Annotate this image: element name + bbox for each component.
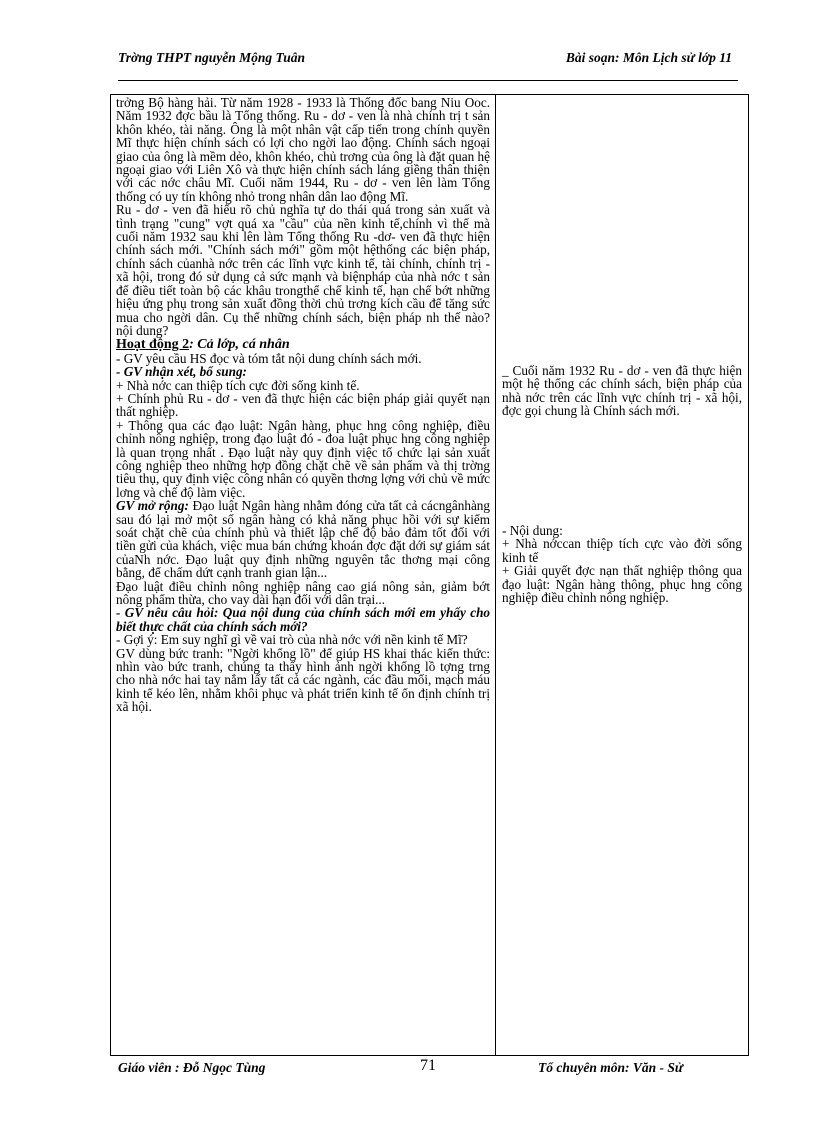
teacher-name: Giáo viên : Đỗ Ngọc Tùng [118, 1060, 266, 1075]
gv-comment-label: - GV nhận xét, bổ sung: [116, 364, 247, 380]
activity-2-heading [116, 337, 490, 351]
knowledge-summary-1 [502, 364, 742, 418]
school-name: Trờng THPT nguyễn Mộng Tuân [118, 50, 306, 65]
summary-unemployment: + Giải quyết đợc nạn thất nghiệp thông qua đạo luật: Ngân hàng thông, phục hng công nghiệp điều chỉnh nông nghiệp. [502, 563, 742, 606]
bullet-laws: + Thông qua các đạo luật: Ngân hàng, phục hng công nghiệp, điều chỉnh nông nghiệp, trong đạo luật đó - đoa luật phục hng công nghiệp là quan trọng nhất . Đạo luật này quy định việc tổ chức lại sản xuất công nghiệp theo những hợp đồng chặt chẽ về sản phẩm và thị trờng tiêu thụ, quy định việc công nhân có quyền thơng lợng với chủ về mức lơng và chế độ làm việc. [116, 417, 490, 500]
bullet-state-intervention: + Nhà nớc can thiệp tích cực đời sống kinh tế. [116, 377, 360, 393]
gv-question: - GV nêu câu hỏi: Qua nội dung của chính sách mới em yhấy cho biết thực chất của chính sách mới? [116, 605, 490, 634]
paragraph-giant-picture: GV dùng bức tranh: "Ngời khổng lồ" để giúp HS khai thác kiến thức: nhìn vào bức tranh, chúng ta thấy hình ảnh ngời khổng lồ tợng trng cho nhà nớc hai tay nắm lấy tất cả các ngành, các đầu mối, mạch máu kinh tế kéo lên, nhằm khôi phục và phát triển kinh tế ổn định chính trị xã hội. [116, 645, 490, 715]
bullet-unemployment: + Chính phủ Ru - dơ - ven đã thực hiện các biện pháp giải quyết nạn thất nghiệp. [116, 390, 490, 420]
knowledge-summary-2 [502, 524, 742, 604]
gv-expand-label: GV mở rộng: [116, 498, 189, 514]
summary-state-intervention: + Nhà nớccan thiệp tích cực vào đời sống kinh tế [502, 536, 742, 565]
activity-heading-label: Hoạt động 2 [116, 337, 190, 353]
activity-heading-mode: : Cả lớp, cá nhân [189, 337, 290, 353]
paragraph-gv-request: - GV yêu cầu HS đọc và tóm tắt nội dung chính sách mới. [116, 350, 422, 366]
lesson-title: Bài soạn: Môn Lịch sử lớp 11 [565, 50, 732, 65]
department-name: Tổ chuyên môn: Văn - Sử [538, 1060, 683, 1075]
gv-expand-text: Đạo luật Ngân hàng nhằm đóng cửa tất cả cácngânhàng sau đó lại mở một số ngân hàng có khả năng phục hồi với sự kiểm soát chặt chẽ của chính phủ và thiết lập chế độ bảo đảm tốt đối với tiền gửi của khách, việc mua bán chứng khoán đợc đặt dới sự giám sát củaNh nớc. Đạo luật quy định những nguyên tắc thơng mại công bằng, để chấm dứt cạnh tranh gian lận... [116, 498, 490, 581]
paragraph-new-deal-intro: Ru - dơ - ven đã hiểu rõ chủ nghĩa tự do thái quá trong sản xuất và tình trạng "cung" vợt quá xa "cầu" của nền kinh tế,chính vì thế mà cuối năm 1932 sau khi lên làm Tổng thống Ru -dơ- ven đã thực hiện chính sách mới. "Chính sách mới" gồm một hệthống các biện pháp, chính sách củanhà nớc trên các lĩnh vực kinh tế, tài chính, chính trị - xã hội, trong đó sử dụng cả sức mạnh và biệnpháp của nhà nớc t sản để điều tiết toàn bộ các khâu trongthể chế kinh tế, hạn chế bớt những hiệu ứng phụ trong sản xuất đồng thời chủ trơng kích cầu để tăng sức mua cho ngời dân. Cụ thể những chính sách, biện pháp nh thế nào? nội dung? [116, 202, 490, 338]
paragraph-agriculture-law: Đạo luật điều chỉnh nông nghiệp nâng cao giá nông sản, giảm bớt nông phẩm thừa, cho vay dài hạn đối với dân trại... [116, 578, 490, 608]
paragraph-roosevelt-bio: trởng Bộ hàng hải. Từ năm 1928 - 1933 là Thống đốc bang Niu Ooc. Năm 1932 đợc bầu là Tổng thống. Ru - dơ - ven là nhà chính trị t sản khôn khéo, tài năng. Ông là một nhân vật cấp tiến trong chính quyền Mĩ thực hiện chính sách có lợi cho ngời lao động. Chính sách ngoại giao của ông là mềm dẻo, khôn khéo, chủ trơng của ông là đặt quan hệ ngoại giao với Liên Xô và thực hiện chính sách láng giềng thân thiện với các nớc châu Mĩ. Cuối năm 1944, Ru - dơ - ven lên làm Tổng thống có uy tín không nhỏ trong nhân dân lao động Mĩ. [116, 95, 490, 204]
teacher-activity-column [116, 96, 490, 714]
summary-content-label: - Nội dung: [502, 523, 563, 538]
summary-new-deal: _ Cuối năm 1932 Ru - dơ - ven đã thực hiện một hệ thống các chính sách, biện pháp của nhà nớc trên các lĩnh vực chính trị - xã hội, đợc gọi chung là Chính sách mới. [502, 363, 742, 419]
paragraph-gv-expand [116, 499, 490, 579]
page-number: 71 [420, 1057, 436, 1074]
paragraph-hint: - Gợi ý: Em suy nghĩ gì về vai trò của nhà nớc với nền kinh tế Mĩ? [116, 632, 468, 648]
page-header [118, 50, 738, 81]
